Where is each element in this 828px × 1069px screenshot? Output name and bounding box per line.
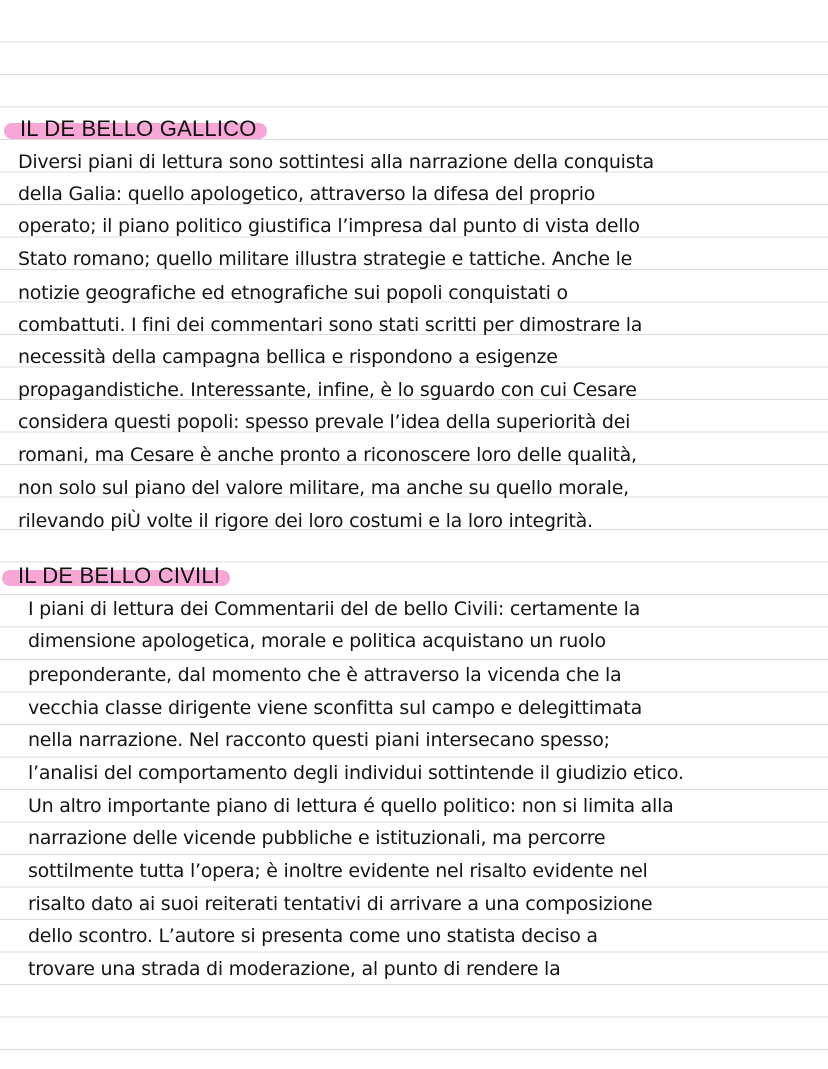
heading-text: IL DE BELLO GALLICO bbox=[20, 116, 257, 141]
paragraph-line: Stato romano; quello militare illustra strategie e tattiche. Anche le bbox=[18, 248, 633, 270]
paragraph-line: notizie geografiche ed etnografiche sui popoli conquistati o bbox=[18, 282, 568, 304]
paragraph-line: vecchia classe dirigente viene sconfitta sul campo e delegittimata bbox=[28, 697, 642, 719]
paragraph-line: necessità della campagna bellica e rispondono a esigenze bbox=[18, 346, 558, 368]
section-heading bbox=[20, 116, 257, 142]
paragraph-line: non solo sul piano del valore militare, ma anche su quello morale, bbox=[18, 477, 629, 499]
paragraph-line: l’analisi del comportamento degli individui sottintende il giudizio etico. bbox=[28, 762, 684, 784]
paragraph-line: Diversi piani di lettura sono sottintesi alla narrazione della conquista bbox=[18, 151, 654, 173]
paragraph-line: nella narrazione. Nel racconto questi piani intersecano spesso; bbox=[28, 729, 610, 751]
paragraph-line: rilevando piÙ volte il rigore dei loro costumi e la loro integrità. bbox=[18, 510, 593, 532]
paragraph-line: dello scontro. L’autore si presenta come uno statista deciso a bbox=[28, 925, 598, 947]
paragraph-line: narrazione delle vicende pubbliche e istituzionali, ma percorre bbox=[28, 827, 606, 849]
paragraph-line: propagandistiche. Interessante, infine, è lo sguardo con cui Cesare bbox=[18, 379, 637, 401]
paragraph-line: romani, ma Cesare è anche pronto a riconoscere loro delle qualità, bbox=[18, 444, 637, 466]
paragraph-line: risalto dato ai suoi reiterati tentativi di arrivare a una composizione bbox=[28, 893, 653, 915]
paragraph-line: Un altro importante piano di lettura é quello politico: non si limita alla bbox=[28, 795, 674, 817]
paragraph-line: dimensione apologetica, morale e politica acquistano un ruolo bbox=[28, 630, 606, 652]
paragraph-line: della Galia: quello apologetico, attraverso la difesa del proprio bbox=[18, 183, 596, 205]
heading-text: IL DE BELLO CIVILI bbox=[18, 563, 221, 588]
paragraph-line: sottilmente tutta l’opera; è inoltre evidente nel risalto evidente nel bbox=[28, 860, 648, 882]
paragraph-line: operato; il piano politico giustifica l’impresa dal punto di vista dello bbox=[18, 215, 640, 237]
paragraph-line: preponderante, dal momento che è attraverso la vicenda che la bbox=[28, 664, 622, 686]
section-heading bbox=[18, 563, 220, 589]
paragraph-line: considera questi popoli: spesso prevale l’idea della superiorità dei bbox=[18, 411, 631, 433]
paragraph-line: I piani di lettura dei Commentarii del de bello Civili: certamente la bbox=[28, 598, 641, 620]
paragraph-line: combattuti. I fini dei commentari sono stati scritti per dimostrare la bbox=[18, 314, 643, 336]
paragraph-line: trovare una strada di moderazione, al punto di rendere la bbox=[28, 958, 561, 980]
